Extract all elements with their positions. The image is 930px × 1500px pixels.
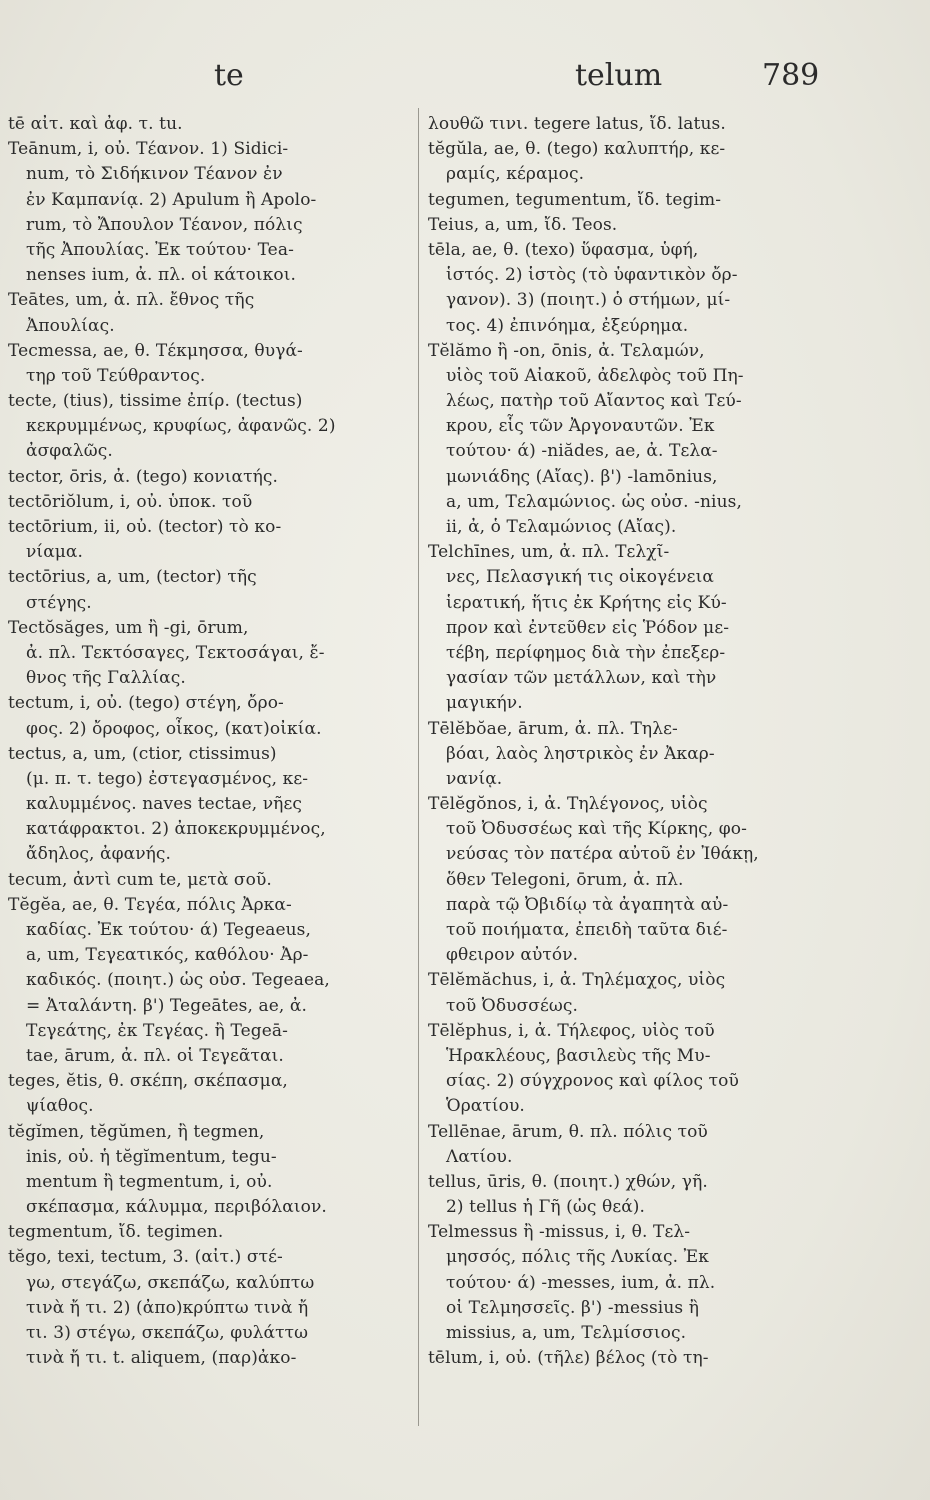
dictionary-line: γανον). 3) (ποιητ.) ὁ στήμων, μί- <box>446 290 731 311</box>
dictionary-line: a, um, Τελαμώνιος. ὡς οὐσ. -nius, <box>446 491 742 512</box>
dictionary-line: Λατίου. <box>446 1146 513 1167</box>
dictionary-line: tĕgŭla, ae, θ. (tego) καλυπτήρ, κε- <box>428 139 726 160</box>
dictionary-line: Tēlĕphus, i, ἀ. Τήλεφος, υἱὸς τοῦ <box>428 1020 715 1041</box>
dictionary-line: προν καὶ ἐντεῦθεν εἰς Ῥόδον με- <box>446 617 730 638</box>
dictionary-line: καδίας. Ἐκ τούτου· ά) Tegeaeus, <box>26 920 312 940</box>
dictionary-line: Ὁρατίου. <box>446 1096 525 1117</box>
dictionary-line: ἱστός. 2) ἱστὸς (τὸ ὑφαντικὸν ὄρ- <box>446 265 738 286</box>
dictionary-line: tectus, a, um, (ctior, ctissimus) <box>8 743 277 764</box>
dictionary-line: παρὰ τῷ Ὀβιδίῳ τὰ ἀγαπητὰ αὐ- <box>446 894 729 915</box>
dictionary-line: tegmentum, ἴδ. tegimen. <box>8 1222 224 1243</box>
dictionary-line: tellus, ūris, θ. (ποιητ.) χθών, γῆ. <box>428 1171 708 1192</box>
dictionary-line: Tecmessa, ae, θ. Τέκμησσα, θυγά- <box>8 340 303 361</box>
dictionary-line: νεύσας τὸν πατέρα αὐτοῦ ἐν Ἰθάκῃ, <box>446 844 759 865</box>
dictionary-line: tectōrium, ii, οὐ. (tector) τὸ κο- <box>8 517 282 537</box>
dictionary-line: Ἡρακλέους, βασιλεὺς τῆς Μυ- <box>446 1045 711 1066</box>
dictionary-line: Tectŏsăges, um ἢ -gi, ōrum, <box>8 617 249 638</box>
dictionary-line: λουθῶ τινι. tegere latus, ἴδ. latus. <box>428 114 726 134</box>
dictionary-line: Tĕlămo ἢ -on, ōnis, ἀ. Τελαμών, <box>428 340 705 361</box>
dictionary-line: Ἀπουλίας. <box>26 315 115 336</box>
dictionary-line: μησσός, πόλις τῆς Λυκίας. Ἐκ <box>446 1247 709 1268</box>
dictionary-line: κατάφρακτοι. 2) ἀποκεκρυμμένος, <box>26 819 326 840</box>
dictionary-line: Telmessus ἢ -missus, i, θ. Τελ- <box>428 1222 691 1243</box>
dictionary-line: τος. 4) ἐπινόημα, ἐξεύρημα. <box>446 315 689 336</box>
dictionary-line: tecum, ἀντὶ cum te, μετὰ σοῦ. <box>8 869 272 890</box>
dictionary-line: ραμίς, κέραμος. <box>446 164 585 185</box>
dictionary-line: νανίᾳ. <box>446 768 503 789</box>
dictionary-line: κρου, εἷς τῶν Ἀργοναυτῶν. Ἐκ <box>446 416 715 437</box>
dictionary-line: tēlum, i, οὐ. (τῆλε) βέλος (τὸ τη- <box>428 1348 709 1369</box>
dictionary-line: tectōriŏlum, i, οὐ. ὑποκ. τοῦ <box>8 491 253 512</box>
dictionary-line: καλυμμένος. naves tectae, νῆες <box>26 794 302 815</box>
dictionary-line: τοῦ Ὀδυσσέως. <box>446 995 578 1016</box>
dictionary-line: rum, τὸ Ἄπουλον Τέανον, πόλις <box>26 214 303 235</box>
dictionary-line: τοῦ Ὀδυσσέως καὶ τῆς Κίρκης, φο- <box>446 819 747 840</box>
dictionary-line: κεκρυμμένως, κρυφίως, ἀφανῶς. 2) <box>26 416 336 437</box>
dictionary-line: σίας. 2) σύγχρονος καὶ φίλος τοῦ <box>446 1071 739 1092</box>
dictionary-line: Tellēnae, ārum, θ. πλ. πόλις τοῦ <box>428 1121 708 1142</box>
dictionary-line: γω, στεγάζω, σκεπάζω, καλύπτω <box>26 1272 315 1293</box>
dictionary-line: ἐν Καμπανίᾳ. 2) Apulum ἢ Apolo- <box>26 189 317 210</box>
page-header <box>0 58 930 98</box>
dictionary-line: μωνιάδης (Αἴας). β') -lamōnius, <box>446 466 718 487</box>
dictionary-line: tectōrius, a, um, (tector) τῆς <box>8 567 257 588</box>
dictionary-line: Teātes, um, ἀ. πλ. ἔθνος τῆς <box>8 290 255 311</box>
dictionary-line: σκέπασμα, κάλυμμα, περιβόλαιον. <box>26 1197 327 1218</box>
dictionary-line: τινὰ ἤ τι. 2) (ἀπο)κρύπτω τινὰ ἤ <box>26 1297 309 1318</box>
right-column <box>428 112 838 1371</box>
header-guide-word-right: telum <box>575 58 663 93</box>
dictionary-line: ii, ἀ, ὁ Τελαμώνιος (Αἴας). <box>446 517 677 537</box>
dictionary-line: Tēlĕbŏae, ārum, ἀ. πλ. Τηλε- <box>428 718 678 739</box>
dictionary-line: = Ἀταλάντη. β') Tegeātes, ae, ἀ. <box>26 995 308 1016</box>
dictionary-line: τηρ τοῦ Τεύθραντος. <box>26 365 206 386</box>
dictionary-line: στέγης. <box>26 592 92 613</box>
dictionary-line: γασίαν τῶν μετάλλων, καὶ τὴν <box>446 668 717 689</box>
dictionary-line: tēla, ae, θ. (texo) ὕφασμα, ὑφή, <box>428 239 699 260</box>
dictionary-line: tĕgĭmen, tĕgŭmen, ἢ tegmen, <box>8 1121 265 1142</box>
dictionary-line: Tēlĕmăchus, i, ἀ. Τηλέμαχος, υἱὸς <box>428 970 726 991</box>
dictionary-line: οἱ Τελμησσεῖς. β') -messius ἢ <box>446 1297 699 1318</box>
dictionary-line: (μ. π. τ. tego) ἐστεγασμένος, κε- <box>26 768 309 789</box>
dictionary-line: νες, Πελασγική τις οἰκογένεια <box>446 567 714 588</box>
dictionary-line: Tĕgĕa, ae, θ. Τεγέα, πόλις Ἀρκα- <box>8 894 292 915</box>
dictionary-line: Teius, a, um, ἴδ. Teos. <box>428 214 618 235</box>
dictionary-line: tegumen, tegumentum, ἴδ. tegim- <box>428 189 722 210</box>
dictionary-line: tae, ārum, ἀ. πλ. οἱ Τεγεᾶται. <box>26 1045 284 1066</box>
dictionary-line: mentum ἢ tegmentum, i, οὐ. <box>26 1171 273 1192</box>
dictionary-line: 2) tellus ἡ Γῆ (ὡς θεά). <box>446 1197 646 1218</box>
dictionary-line: τούτου· ά) -messes, ium, ἀ. πλ. <box>446 1272 716 1293</box>
dictionary-line: τι. 3) στέγω, σκεπάζω, φυλάττω <box>26 1323 309 1343</box>
dictionary-line: tĕgo, texi, tectum, 3. (αἰτ.) στέ- <box>8 1247 283 1268</box>
dictionary-line: λέως, πατὴρ τοῦ Αἴαντος καὶ Τεύ- <box>446 391 742 412</box>
left-column <box>8 112 418 1371</box>
dictionary-line: inis, οὐ. ἡ tĕgĭmentum, tegu- <box>26 1146 277 1167</box>
dictionary-line: καδικός. (ποιητ.) ὡς οὐσ. Tegeaea, <box>26 970 330 991</box>
dictionary-line: υἱὸς τοῦ Αἰακοῦ, ἀδελφὸς τοῦ Πη- <box>446 365 744 386</box>
dictionary-line: Tēlĕgŏnos, i, ἀ. Τηλέγονος, υἱὸς <box>428 794 708 815</box>
dictionary-line: teges, ĕtis, θ. σκέπη, σκέπασμα, <box>8 1071 288 1092</box>
dictionary-line: φος. 2) ὄροφος, οἶκος, (κατ)οἰκία. <box>26 718 322 739</box>
dictionary-line: missius, a, um, Τελμίσσιος. <box>446 1323 687 1343</box>
dictionary-line: τῆς Ἀπουλίας. Ἐκ τούτου· Tea- <box>26 239 294 260</box>
dictionary-line: ψίαθος. <box>26 1096 94 1117</box>
header-guide-word-left: te <box>214 58 244 93</box>
dictionary-line: nenses ium, ἀ. πλ. οἱ κάτοικοι. <box>26 265 296 286</box>
dictionary-line: tector, ōris, ἀ. (tego) κονιατής. <box>8 466 278 487</box>
column-divider <box>418 108 419 1426</box>
dictionary-line: τέβη, περίφημος διὰ τὴν ἐπεξερ- <box>446 642 726 663</box>
dictionary-line: ἄδηλος, ἀφανής. <box>26 844 172 865</box>
dictionary-line: ὅθεν Telegoni, ōrum, ἀ. πλ. <box>446 869 684 890</box>
page-number: 789 <box>762 58 820 93</box>
dictionary-line: φθειρον αὐτόν. <box>446 945 579 966</box>
dictionary-line: tectum, i, οὐ. (tego) στέγη, ὄρο- <box>8 693 284 714</box>
dictionary-line: βόαι, λαὸς ληστρικὸς ἐν Ἀκαρ- <box>446 743 715 764</box>
dictionary-line: num, τὸ Σιδήκινον Τέανον ἐν <box>26 164 283 185</box>
dictionary-line: Τεγεάτης, ἐκ Τεγέας. ἢ Tegeā- <box>26 1020 288 1041</box>
dictionary-line: tecte, (tius), tissime ἐπίρ. (tectus) <box>8 391 303 412</box>
dictionary-line: θνος τῆς Γαλλίας. <box>26 668 186 689</box>
dictionary-line: a, um, Τεγεατικός, καθόλου· Ἀρ- <box>26 945 309 966</box>
dictionary-line: τοῦ ποιήματα, ἐπειδὴ ταῦτα διέ- <box>446 920 728 940</box>
dictionary-line: Teānum, i, οὐ. Τέανον. 1) Sidici- <box>8 139 289 160</box>
dictionary-line: νίαμα. <box>26 542 84 563</box>
dictionary-line: Telchīnes, um, ἀ. πλ. Τελχῖ- <box>428 542 670 563</box>
dictionary-line: τούτου· ά) -niădes, ae, ἀ. Τελα- <box>446 441 718 462</box>
dictionary-line: μαγικήν. <box>446 693 523 714</box>
dictionary-line: ἱερατική, ἥτις ἐκ Κρήτης εἰς Κύ- <box>446 592 727 613</box>
dictionary-line: tē αἰτ. καὶ ἀφ. τ. tu. <box>8 114 183 134</box>
dictionary-line: ἀσφαλῶς. <box>26 441 113 462</box>
dictionary-line: τινὰ ἤ τι. t. aliquem, (παρ)ἀκο- <box>26 1348 297 1369</box>
dictionary-line: ἀ. πλ. Τεκτόσαγες, Τεκτοσάγαι, ἔ- <box>26 642 325 663</box>
